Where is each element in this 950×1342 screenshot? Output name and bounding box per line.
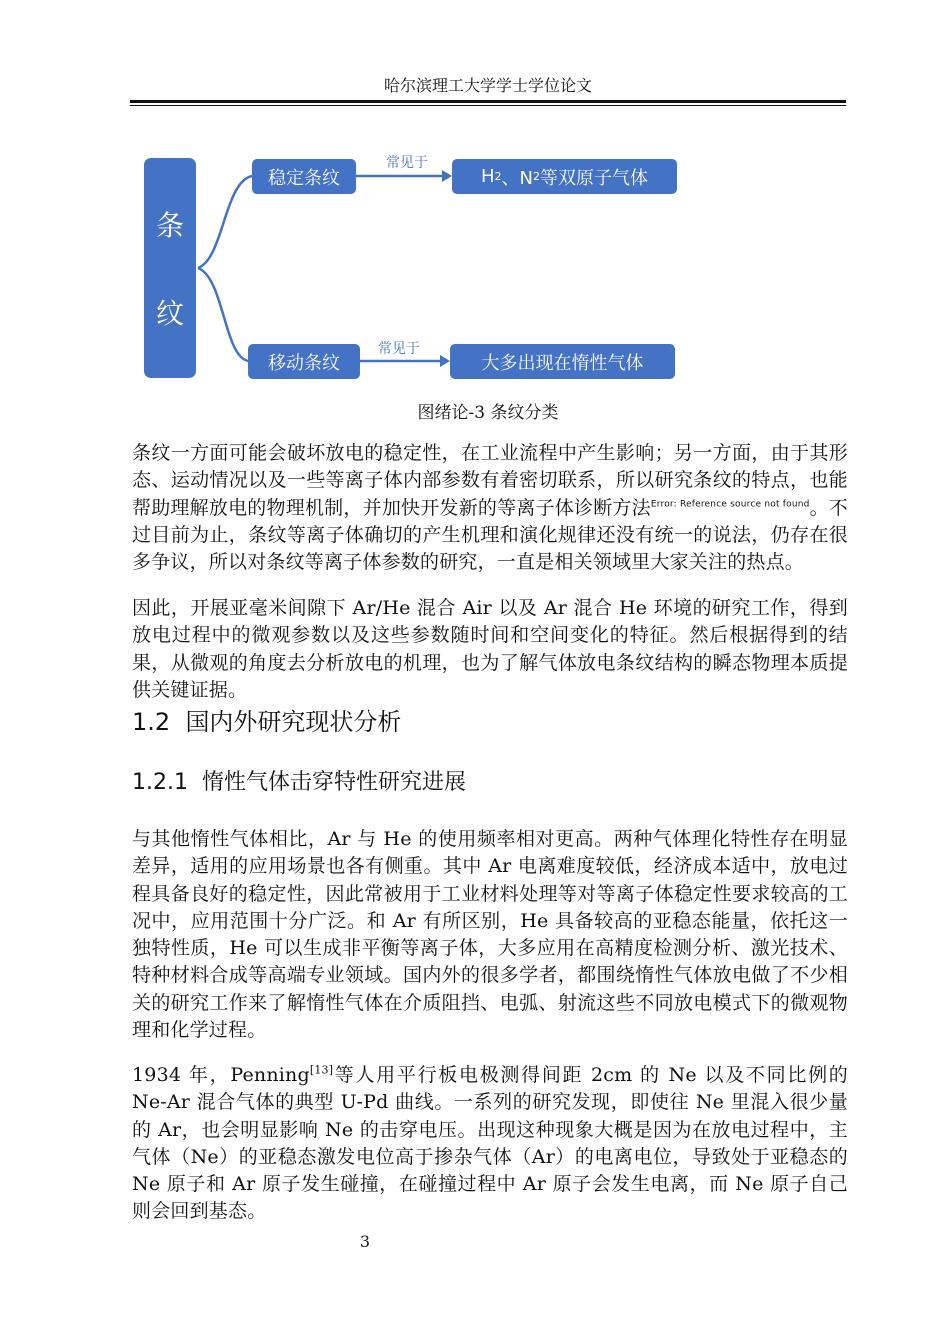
diatomic-sub1: 2 [494, 170, 502, 183]
figure-caption: 图绪论-3 条纹分类 [417, 403, 559, 423]
top-connector-label: 常见于 [386, 155, 428, 171]
p1-after: 。不过目前为止，条纹等离子体确切的产生机理和演化规律还没有统一的说法，仍存在很多争议，所以对条纹等离子体参数的研究，一直是相关领域里大家关注的热点。 [132, 496, 848, 574]
header-rule-thin [130, 105, 846, 106]
main-char-2: 纹 [155, 297, 184, 330]
page-header: 哈尔滨理工大学学士学位论文 [383, 76, 592, 95]
diatomic-suffix: 等双原子气体 [540, 167, 648, 189]
citation-ref: [13] [309, 1063, 334, 1077]
reference-error: Error: Reference source not found [650, 499, 810, 510]
paragraph-4 [132, 1062, 848, 1226]
bottom-connector-label: 常见于 [378, 341, 420, 357]
header-rule-thick [130, 100, 846, 103]
p4-after: 等人用平行板电极测得间距 2cm 的 Ne 以及不同比例的 Ne-Ar 混合气体的典型 U-Pd 曲线。一系列的研究发现，即使往 Ne 里混入很少量的 Ar，也会明显影响 Ne 的击穿电压。出现这种现象大概是因为在放电过程中，主气体（Ne）的亚稳态激发电位高于掺杂气体（Ar）的电离电位，导致处于亚稳态的 Ne 原子和 Ar 原子发生碰撞，在碰撞过程中 Ar 原子会发生电离，而 Ne 原子自己则会回到基态。 [132, 1064, 848, 1223]
paragraph-1 [132, 440, 848, 576]
diatomic-sub2: 2 [533, 170, 540, 183]
inert-gas-box: 大多出现在惰性气体 [450, 344, 675, 379]
moving-stripe-box: 移动条纹 [248, 344, 360, 379]
paragraph-2: 因此，开展亚毫米间隙下 Ar/He 混合 Air 以及 Ar 混合 He 环境的研究工作，得到放电过程中的微观参数以及这些参数随时间和空间变化的特征。然后根据得到的结果，从微观的角度去分析放电的机理，也为了解气体放电条纹结构的瞬态物理本质提供关键证据。 [132, 597, 848, 701]
bottom-arrow-head [440, 355, 450, 367]
paragraph-3: 与其他惰性气体相比，Ar 与 He 的使用频率相对更高。两种气体理化特性存在明显差异，适用的应用场景也各有侧重。其中 Ar 电离难度较低，经济成本适中，放电过程具备良好的稳定性，因此常被用于工业材料处理等对等离子体稳定性要求较高的工况中，应用范围十分广泛。和 Ar 有所区别，He 具备较高的亚稳态能量，依托这一独特性质，He 可以生成非平衡等离子体，大多应用在高精度检测分析、激光技术、特种材料合成等高端专业领域。国内外的很多学者，都围绕惰性气体放电做了不少相关的研究工作来了解惰性气体在介质阻挡、电弧、射流这些不同放电模式下的微观物理和化学过程。 [132, 828, 848, 1042]
diatomic-sep: 、N [501, 167, 533, 189]
p1-before: 条纹一方面可能会破坏放电的稳定性，在工业流程中产生影响；另一方面，由于其形态、运动情况以及一些等离子体内部参数有着密切联系，所以研究条纹的特点，也能帮助理解放电的物理机制，并加快开发新的等离子体诊断方法 [132, 442, 848, 519]
main-char-1: 条 [155, 209, 184, 242]
subsection-heading [132, 768, 466, 798]
section-title: 国内外研究现状分析 [185, 708, 402, 736]
stable-stripe-box: 稳定条纹 [252, 159, 356, 194]
section-heading [132, 706, 401, 738]
diatomic-gas-box [452, 159, 677, 194]
stripe-classification-diagram [140, 148, 700, 388]
subsection-title: 惰性气体击穿特性研究进展 [201, 770, 466, 795]
page-number: 3 [359, 1232, 371, 1251]
main-category-box [144, 158, 196, 378]
top-arrow-head [442, 170, 452, 182]
diatomic-h: H [480, 166, 495, 187]
brace-bottom-curve [198, 268, 248, 361]
brace-top-curve [198, 176, 252, 268]
subsection-number: 1.2.1 [132, 770, 188, 795]
section-number: 1.2 [132, 708, 171, 736]
p4-before: 1934 年，Penning [132, 1064, 310, 1086]
